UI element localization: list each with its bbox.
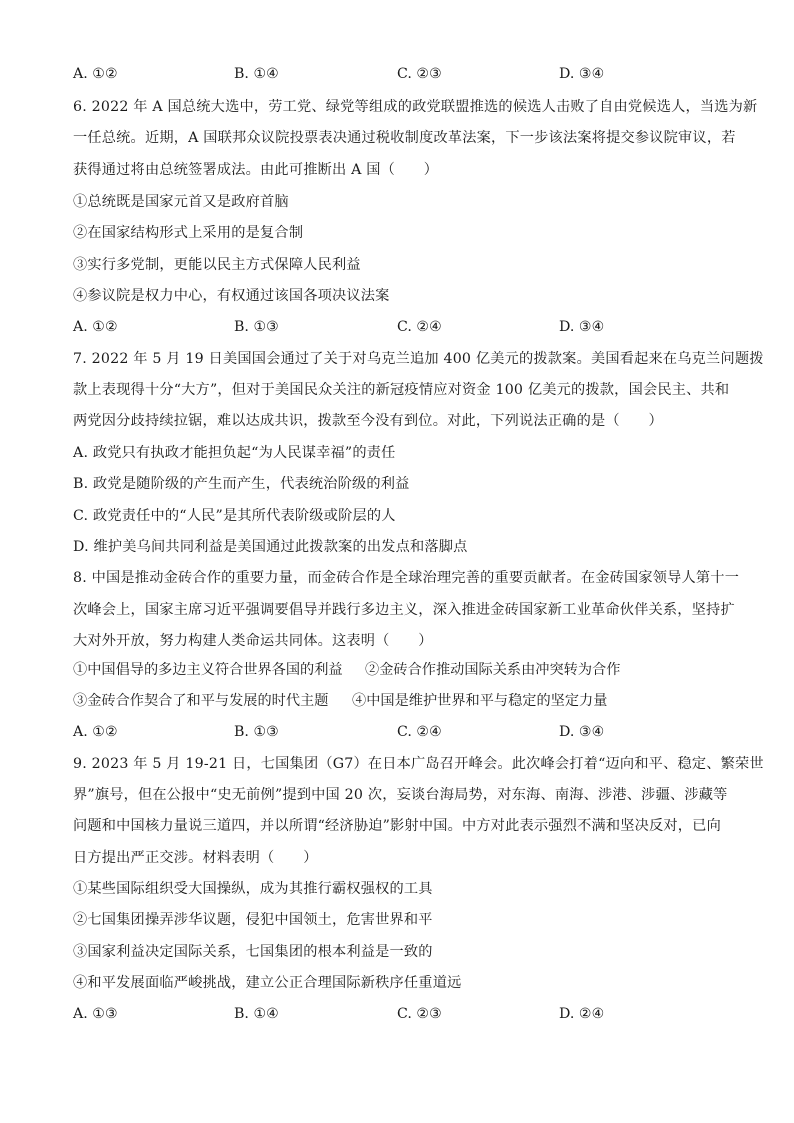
q9-options	[73, 1004, 723, 1024]
q9-statement: ①某些国际组织受大国操纵，成为其推行霸权强权的工具	[73, 881, 433, 897]
q7-stem-line: 7. 2022 年 5 月 19 日美国国会通过了关于对乌克兰追加 400 亿美元的拨款案。美国看起来在乌克兰问题拨	[73, 351, 764, 367]
q5-option-d: D. ③④	[559, 66, 605, 82]
q8-statement-1: ①中国倡导的多边主义符合世界各国的利益	[73, 662, 343, 678]
q6-options	[73, 317, 723, 337]
q5-option-b: B. ①④	[234, 66, 279, 82]
q8-statement-2: ②金砖合作推动国际关系由冲突转为合作	[365, 662, 621, 678]
q5-option-c: C. ②③	[397, 66, 442, 82]
q6-option-d: D. ③④	[559, 319, 605, 335]
q8-option-c: C. ②④	[397, 724, 442, 740]
q6-option-a: A. ①②	[73, 319, 118, 335]
q8-options	[73, 722, 723, 742]
q8-statement-3: ③金砖合作契合了和平与发展的时代主题	[73, 693, 329, 709]
q9-statement: ④和平发展面临严峻挑战，建立公正合理国际新秩序任重道远	[73, 975, 462, 991]
q8-option-d: D. ③④	[559, 724, 605, 740]
q9-stem-line: 界”旗号，但在公报中“史无前例”提到中国 20 次，妄谈台海局势，对东海、南海、涉港、涉疆、涉藏等	[73, 787, 728, 803]
q8-statement-4: ④中国是维护世界和平与稳定的坚定力量	[352, 693, 608, 709]
q9-stem-line: 问题和中国核力量说三道四，并以所谓“经济胁迫”影射中国。中方对此表示强烈不满和坚决反对，已向	[73, 818, 721, 834]
q7-choice-d: D. 维护美乌间共同利益是美国通过此拨款案的出发点和落脚点	[73, 539, 468, 555]
q7-choice-b: B. 政党是随阶级的产生而产生，代表统治阶级的利益	[73, 476, 410, 492]
q9-stem-line: 日方提出严正交涉。材料表明（ ）	[73, 850, 318, 866]
q7-stem-line: 款上表现得十分“大方”，但对于美国民众关注的新冠疫情应对资金 100 亿美元的拨款，国会民主、共和	[73, 382, 730, 398]
q6-statement: ①总统既是国家元首又是政府首脑	[73, 194, 289, 210]
q6-statement: ③实行多党制，更能以民主方式保障人民利益	[73, 257, 361, 273]
q9-statement: ②七国集团操弄涉华议题，侵犯中国领土，危害世界和平	[73, 912, 433, 928]
q8-statements-row	[73, 691, 723, 711]
q7-stem-line: 两党因分歧持续拉锯，难以达成共识，拨款至今没有到位。对此，下列说法正确的是（ ）	[73, 413, 663, 429]
q9-stem-line: 9. 2023 年 5 月 19-21 日，七国集团（G7）在日本广岛召开峰会。此次峰会打着“迈向和平、稳定、繁荣世	[73, 756, 764, 772]
q5-option-a: A. ①②	[73, 66, 118, 82]
q9-option-b: B. ①④	[234, 1006, 279, 1022]
q9-option-a: A. ①③	[73, 1006, 118, 1022]
q8-option-b: B. ①③	[234, 724, 279, 740]
q7-choice-a: A. 政党只有执政才能担负起“为人民谋幸福”的责任	[73, 445, 396, 461]
q8-stem-line: 8. 中国是推动金砖合作的重要力量，而金砖合作是全球治理完善的重要贡献者。在金砖国家领导人第十一	[73, 570, 740, 586]
q9-option-c: C. ②③	[397, 1006, 442, 1022]
q9-option-d: D. ②④	[559, 1006, 605, 1022]
q6-statement: ④参议院是权力中心，有权通过该国各项决议法案	[73, 288, 390, 304]
q6-stem-line: 6. 2022 年 A 国总统大选中，劳工党、绿党等组成的政党联盟推选的候选人击败了自由党候选人，当选为新	[73, 99, 758, 115]
q6-option-c: C. ②④	[397, 319, 442, 335]
q7-choice-c: C. 政党责任中的“人民”是其所代表阶级或阶层的人	[73, 508, 396, 524]
q8-statements-row	[73, 660, 723, 680]
q6-stem-line: 获得通过将由总统签署成法。由此可推断出 A 国（ ）	[73, 162, 439, 178]
q8-stem-line: 大对外开放，努力构建人类命运共同体。这表明（ ）	[73, 633, 433, 649]
q6-stem-line: 一任总统。近期，A 国联邦众议院投票表决通过税收制度改革法案，下一步该法案将提交参议院审议，若	[73, 130, 736, 146]
q6-option-b: B. ①③	[234, 319, 279, 335]
q8-stem-line: 次峰会上，国家主席习近平强调要倡导并践行多边主义，深入推进金砖国家新工业革命伙伴关系，坚持扩	[73, 602, 735, 618]
q9-statement: ③国家利益决定国际关系，七国集团的根本利益是一致的	[73, 944, 433, 960]
q8-option-a: A. ①②	[73, 724, 118, 740]
q6-statement: ②在国家结构形式上采用的是复合制	[73, 225, 304, 241]
q5-options	[73, 64, 723, 84]
